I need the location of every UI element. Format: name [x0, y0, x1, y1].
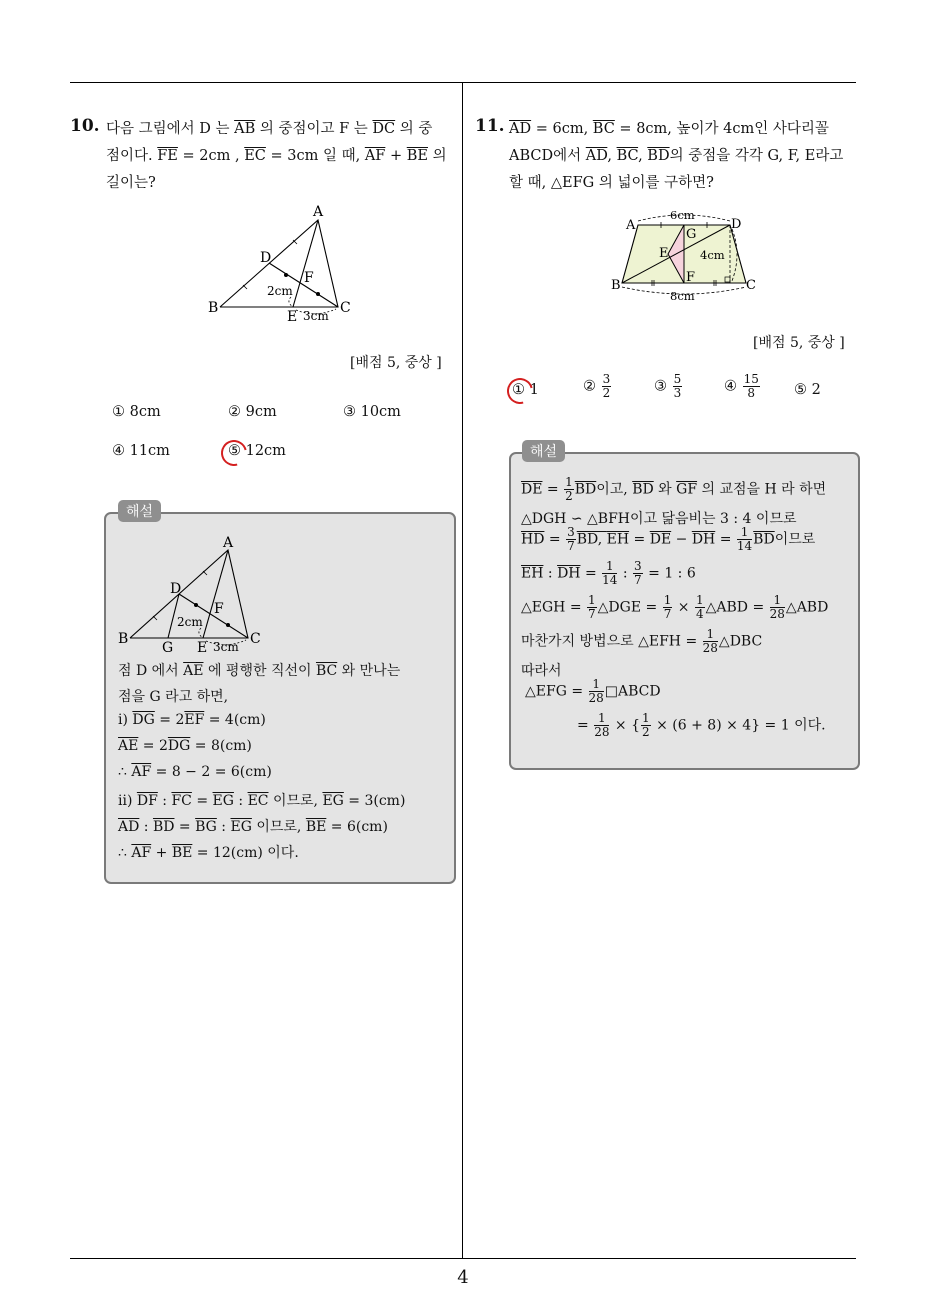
- fraction: $\frac{1}{28}$: [588, 677, 604, 705]
- q10-label-E: E: [287, 309, 298, 325]
- q11-label-D: D: [731, 217, 742, 232]
- sol11-line6: 마찬가지 방법으로 △EFH = $\frac{1}{28}$ △DBC: [521, 627, 763, 655]
- q10-label-ec: 3cm: [303, 309, 329, 323]
- q11-solution-box: [509, 452, 860, 770]
- sol10-label-fe: 2cm: [177, 615, 203, 629]
- fraction: $\frac{5}{3}$: [673, 372, 682, 400]
- q11-line1: $\overline{AD} = 6cm$, $\overline{BC} = 8cm$, 높이가 4cm인 사다리꼴: [509, 121, 829, 137]
- sol10-label-F: F: [214, 601, 224, 617]
- fraction: $\frac{1}{2}$: [565, 475, 573, 503]
- answer-circle-mark: [216, 435, 252, 471]
- q10-choice-5[interactable]: ⑤ 12cm: [228, 443, 286, 459]
- question-number-11: 11.: [475, 116, 505, 136]
- fraction: $\frac{1}{28}$: [594, 711, 610, 739]
- sol10-label-A: A: [223, 536, 234, 551]
- sol11-line5: △EGH = $\frac{1}{7}$ △DGE = $\frac{1}{7}$ × $\frac{1}{4}$ △ABD = $\frac{1}{28}$ △ABD: [521, 593, 829, 621]
- fraction: $\frac{1}{28}$: [702, 627, 718, 655]
- q10-label-fe: 2cm: [267, 284, 293, 298]
- answer-circle-mark: [502, 373, 538, 409]
- q11-label-bottom: 8cm: [670, 289, 695, 303]
- sol11-line3: $\overline{HD}$ = $\frac{3}{7}$ BD, $\overline{EH} = \overline{DE} - \overline{DH}$ = $\frac{1}{14}$ $\overline{BD}$이므로: [521, 525, 816, 553]
- sol11-line4: $\overline{EH}$ : $\overline{DH}$ = $\frac{1}{14}$ : $\frac{3}{7}$ = 1 : 6: [521, 559, 696, 587]
- q11-line2: ABCD에서 $\overline{AD}$, $\overline{BC}$, $\overline{BD}$의 중점을 각각 G, F, E라고: [509, 148, 844, 164]
- sol10-line4: $\overline{AE} = 2\overline{DG} = 8(cm)$: [118, 738, 252, 754]
- sol10-label-G: G: [162, 640, 174, 656]
- fraction: $\frac{1}{14}$: [602, 559, 618, 587]
- q11-choice-5[interactable]: ⑤ 2: [794, 382, 821, 398]
- q10-solution-tag: 해설: [118, 500, 161, 522]
- q11-label-height: 4cm: [700, 248, 725, 262]
- fraction: $\frac{1}{4}$: [695, 593, 704, 621]
- q11-line3: 할 때, △EFG 의 넓이를 구하면?: [509, 175, 714, 191]
- sol10-line6: ⅱ) $\overline{DF}$ : $\overline{FC} = \overline{EG}$ : $\overline{EC}$ 이므로, $\overline{EG} = 3(cm)$: [118, 793, 406, 809]
- q10-label-C: C: [340, 300, 351, 316]
- sol10-line2: 점을 G 라고 하면,: [118, 689, 229, 705]
- fraction: $\frac{3}{7}$: [567, 525, 575, 553]
- q11-label-F: F: [686, 270, 696, 285]
- q11-choice-1[interactable]: ① 1: [512, 382, 539, 398]
- fraction: $\frac{1}{7}$: [663, 593, 672, 621]
- q10-meta: [배점 5, 중상 ]: [350, 355, 442, 371]
- sol10-line8: ∴ $\overline{AF} + \overline{BE} = 12(cm)$ 이다.: [118, 845, 299, 861]
- q11-meta: [배점 5, 중상 ]: [753, 335, 845, 351]
- q10-label-A: A: [313, 204, 324, 220]
- sol10-line5: ∴ $\overline{AF} = 8 - 2 = 6(cm)$: [118, 764, 272, 780]
- question-11-text: [509, 116, 859, 197]
- q11-choice-3[interactable]: ③ $\frac{5}{3}$: [654, 372, 682, 400]
- sol10-label-C: C: [250, 631, 261, 647]
- q10-choice-3[interactable]: ③ 10cm: [343, 404, 401, 420]
- sol11-line7: 따라서: [521, 663, 562, 679]
- sol10-label-D: D: [170, 581, 182, 597]
- top-rule: [70, 82, 856, 83]
- q11-choice-2[interactable]: ② $\frac{3}{2}$: [583, 372, 611, 400]
- sol10-line1: 점 D 에서 $\overline{AE}$ 에 평행한 직선이 $\overline{BC}$ 와 만나는: [118, 663, 401, 679]
- q11-label-G: G: [686, 227, 697, 242]
- page-number: 4: [457, 1267, 469, 1288]
- fraction: $\frac{1}{2}$: [642, 711, 650, 739]
- q10-triangle-figure: [200, 200, 370, 330]
- question-number-10: 10.: [70, 116, 100, 136]
- q10-choice-4[interactable]: ④ 11cm: [112, 443, 170, 459]
- q11-solution-tag: 해설: [522, 440, 565, 462]
- sol10-line3: ⅰ) $\overline{DG} = 2\overline{EF} = 4(cm)$: [118, 712, 266, 728]
- q10-line3: 길이는?: [106, 175, 156, 191]
- bottom-rule: [70, 1258, 856, 1259]
- q10-line1: 다음 그림에서 D 는 $\overline{AB}$ 의 중점이고 F 는 $\overline{DC}$ 의 중: [106, 121, 433, 137]
- q10-line2: 점이다. $\overline{FE} = 2cm$ , $\overline{EC} = 3cm$ 일 때, $\overline{AF} + \overline{BE}$ 의: [106, 148, 447, 164]
- fraction: $\frac{1}{7}$: [588, 593, 596, 621]
- q11-label-top: 6cm: [670, 208, 695, 222]
- sol11-line2: △DGH ∽ △BFH이고 닮음비는 3 : 4 이므로: [521, 511, 797, 527]
- sol11-line8: △EFG = $\frac{1}{28}$ □ABCD: [525, 677, 661, 705]
- fraction: $\frac{3}{7}$: [634, 559, 642, 587]
- sol10-label-ec: 3cm: [213, 640, 239, 654]
- q10-label-B: B: [208, 300, 219, 316]
- q11-label-E: E: [659, 246, 669, 261]
- fraction: $\frac{1}{28}$: [769, 593, 785, 621]
- q10-label-D: D: [260, 250, 272, 266]
- q10-label-F: F: [304, 270, 314, 286]
- sol10-label-E: E: [197, 640, 208, 656]
- q10-choice-2[interactable]: ② 9cm: [228, 404, 277, 420]
- q11-label-A: A: [626, 218, 636, 233]
- q10-solution-figure: [116, 536, 276, 658]
- q11-trapezoid-figure: [608, 203, 768, 305]
- column-divider: [462, 82, 463, 1258]
- q11-label-B: B: [611, 278, 621, 293]
- sol10-label-B: B: [118, 631, 129, 647]
- fraction: $\frac{1}{14}$: [736, 525, 753, 553]
- sol10-line7: $\overline{AD}$ : $\overline{BD} = \overline{BG}$ : $\overline{EG}$ 이므로, $\overline{BE} = 6(cm)$: [118, 819, 388, 835]
- q10-choice-1[interactable]: ① 8cm: [112, 404, 161, 420]
- sol11-line1: $\overline{DE}$ = $\frac{1}{2}$ $\overline{BD}$이고, $\overline{BD}$ 와 $\overline{GF}$ 의 교점을 H 라 하면: [521, 475, 827, 503]
- sol11-line9: = $\frac{1}{28}$ × { $\frac{1}{2}$ × (6 + 8) × 4} = 1 이다.: [577, 711, 826, 739]
- question-10-text: [106, 116, 456, 197]
- fraction: $\frac{3}{2}$: [602, 372, 611, 400]
- fraction: $\frac{15}{8}$: [743, 372, 759, 400]
- q10-solution-box: [104, 512, 456, 884]
- q11-label-C: C: [746, 278, 756, 293]
- q11-choice-4[interactable]: ④ $\frac{15}{8}$: [724, 372, 759, 400]
